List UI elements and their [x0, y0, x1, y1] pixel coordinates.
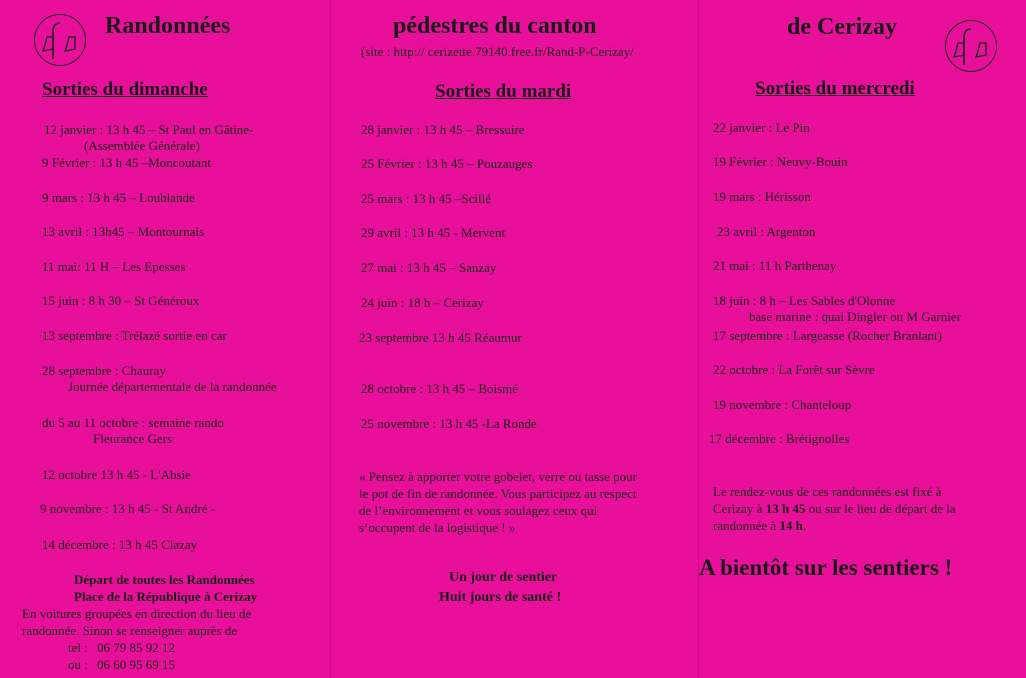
note-line-1: « Pensez à apporter votre gobelet, verre ou tasse pour [359, 469, 637, 484]
title-middle: pédestres du canton [393, 13, 597, 39]
sunday-item-5: 11 mai: 11 H – Les Epesses [42, 259, 186, 274]
sunday-item-10: 12 octobre 13 h 45 - L'Absie [42, 467, 191, 482]
rdv-line-1: Le rendez-vous de ces randonnées est fixé à [713, 484, 942, 499]
wednesday-item-1: 22 janvier : Le Pin [713, 120, 810, 135]
ou-label: ou : [68, 657, 88, 672]
tuesday-item-4: 29 avril : 13 h 45 - Mervent [361, 225, 506, 240]
sunday-item-8: 28 septembre : Chauray Journée départementale de la randonnée [42, 363, 277, 394]
note-line-4: s’occupent de la logistique ! » [359, 520, 516, 535]
tuesday-item-3: 25 mars : 13 h 45 –Scillé [361, 191, 491, 206]
motto-line-2: Huit jours de santé ! [439, 590, 562, 605]
hiking-boots-icon [946, 21, 996, 71]
depart-line-1: Départ de toutes les Randonnées [74, 572, 255, 587]
tuesday-item-2: 25 Février : 13 h 45 – Pouzauges [361, 156, 533, 171]
sunday-item-1: 12 janvier : 13 h 45 – St Paul en Gâtine- (Assemblée Générale) [44, 122, 254, 153]
wednesday-item-5: 21 mai : 11 h Parthenay [713, 258, 837, 273]
sunday-item-12: 14 décembre : 13 h 45 Clazay [42, 537, 198, 552]
site-url: (site : http:// cerizette.79140.free.fr/Rand-P-Cerizay/ [361, 44, 634, 59]
panel-tuesday [330, 0, 699, 678]
heading-wednesday: Sorties du mercredi [755, 78, 915, 99]
sunday-item-11: 9 novembre : 13 h 45 - St André - [40, 501, 216, 516]
wednesday-item-6: 18 juin : 8 h – Les Sables d'Olonne base marine : quai Dingler ou M Garnier [713, 293, 961, 324]
info-line-1: En voitures groupées en direction du lieu de [22, 606, 252, 621]
tuesday-item-8: 28 octobre : 13 h 45 – Boismé [361, 381, 519, 396]
info-line-2: randonnée. Sinon se renseigner auprès de [22, 623, 238, 638]
tuesday-item-6: 24 juin : 18 h – Cerizay [361, 295, 484, 310]
closing-message: A bientôt sur les sentiers ! [699, 555, 953, 580]
panel-wednesday [698, 0, 1026, 678]
tuesday-item-7: 23 septembre 13 h 45 Réaumur [359, 330, 522, 345]
panel-sunday [0, 0, 330, 678]
hiking-boots-logo [34, 14, 86, 66]
tel-value: 06 79 85 92 12 [97, 640, 175, 655]
sunday-item-3: 9 mars : 13 h 45 – Loublande [42, 190, 195, 205]
depart-line-2: Place de la République à Cerizay [74, 589, 258, 604]
ou-value: 06 60 95 69 15 [97, 657, 175, 672]
sunday-item-7: 13 septembre : Trélazé sortie en car [42, 328, 227, 343]
rdv-line-2: Cerizay à 13 h 45 ou sur le lieu de départ de la [713, 501, 956, 516]
note-line-3: de l’environnement et vous soulagez ceux qui [359, 503, 598, 518]
tuesday-item-5: 27 mai : 13 h 45 – Sanzay [361, 260, 497, 275]
wednesday-item-4: 23 avril : Argenton [717, 224, 816, 239]
tuesday-item-1: 28 janvier : 13 h 45 – Bressuire [361, 122, 525, 137]
title-right: de Cerizay [787, 14, 897, 40]
tel-label: tel : [68, 640, 88, 655]
wednesday-item-8: 22 octobre : La Forêt sur Sèvre [713, 362, 875, 377]
wednesday-item-3: 19 mars : Hérisson [713, 189, 811, 204]
sunday-item-4: 13 avril : 13h45 – Montournais [42, 224, 205, 239]
sunday-item-2: 9 Février : 13 h 45 –Moncoutant [42, 155, 211, 170]
wednesday-item-7: 17 septembre : Largeasse (Rocher Branlant) [713, 328, 942, 343]
hiking-boots-icon [35, 15, 85, 65]
rdv-line-3: randonnée à 14 h. [713, 518, 807, 533]
heading-tuesday: Sorties du mardi [435, 81, 572, 102]
heading-sunday: Sorties du dimanche [42, 79, 208, 100]
motto-line-1: Un jour de sentier [449, 570, 558, 585]
hiking-boots-logo-right [945, 20, 997, 72]
sunday-item-6: 15 juin : 8 h 30 – St Généroux [42, 293, 200, 308]
tuesday-item-9: 25 novembre : 13 h 45 -La Ronde [361, 416, 537, 431]
title-left: Randonnées [105, 13, 231, 39]
wednesday-item-10: 17 décembre : Brétignolles [709, 431, 850, 446]
wednesday-item-2: 19 Février : Neuvy-Bouin [713, 154, 848, 169]
wednesday-item-9: 19 novembre : Chanteloup [713, 397, 852, 412]
note-line-2: le pot de fin de randonnée. Vous participez au respect [359, 486, 637, 501]
sunday-item-9: du 5 au 11 octobre : semaine rando Fleurance Gers [42, 415, 224, 446]
